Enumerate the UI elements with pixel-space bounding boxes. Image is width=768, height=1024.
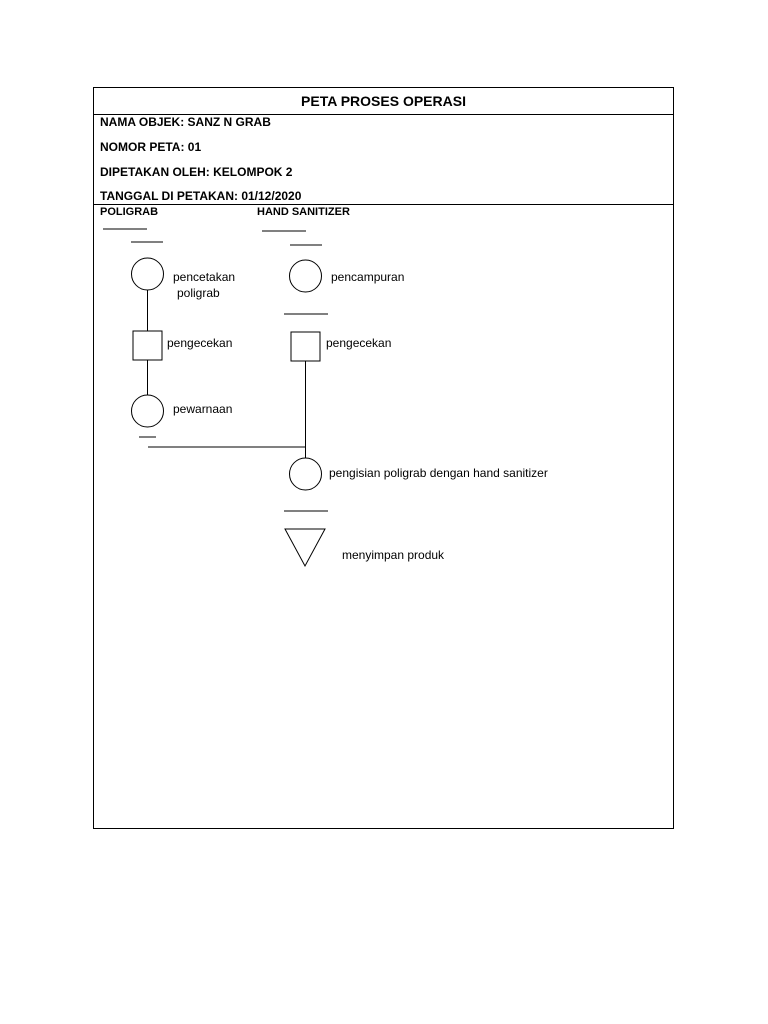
operation-circle-pencetakan — [132, 258, 164, 290]
operation-circle-pencampuran — [290, 260, 322, 292]
step-label-pengecekan-left: pengecekan — [167, 336, 233, 350]
operation-circle-pewarnaan — [132, 395, 164, 427]
object-name: NAMA OBJEK: SANZ N GRAB — [100, 115, 271, 129]
chart-title: PETA PROSES OPERASI — [94, 88, 673, 115]
inspection-square-left — [133, 331, 162, 360]
lane-label-poligrab: POLIGRAB — [100, 206, 159, 218]
step-label-menyimpan: menyimpan produk — [342, 548, 445, 562]
operation-circle-pengisian — [290, 458, 322, 490]
storage-triangle — [285, 529, 325, 566]
step-label-pengecekan-right: pengecekan — [326, 336, 392, 350]
lane-label-hand-sanitizer: HAND SANITIZER — [257, 206, 350, 218]
step-label-pencampuran: pencampuran — [331, 270, 405, 284]
mapped-by: DIPETAKAN OLEH: KELOMPOK 2 — [100, 165, 293, 179]
step-label-pewarnaan: pewarnaan — [173, 402, 233, 416]
inspection-square-right — [291, 332, 320, 361]
step-label-pencetakan: pencetakan — [173, 270, 236, 284]
mapping-date: TANGGAL DI PETAKAN: 01/12/2020 — [100, 189, 302, 203]
step-label-pengisian: pengisian poligrab dengan hand sanitizer — [329, 466, 548, 480]
map-number: NOMOR PETA: 01 — [100, 140, 202, 154]
step-label-poligrab: poligrab — [177, 286, 220, 300]
